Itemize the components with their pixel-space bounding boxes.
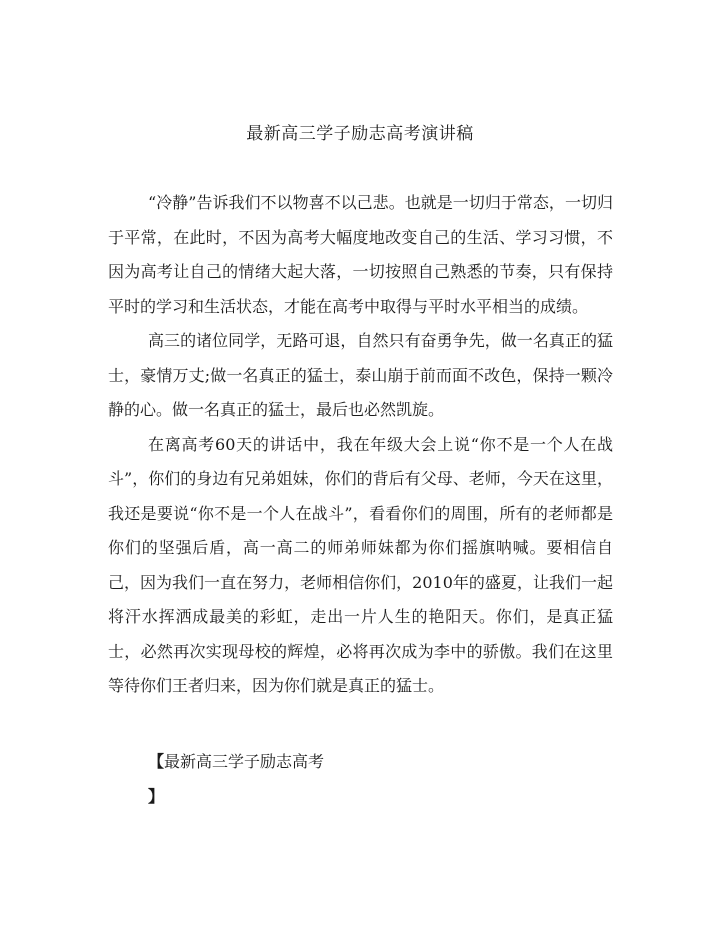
- paragraph-warrior: 高三的诸位同学，无路可退，自然只有奋勇争先，做一名真正的猛士，豪情万丈;做一名真正的猛士，泰山崩于前而面不改色，保持一颗冷静的心。做一名真正的猛士，最后也必然凯旋。: [108, 331, 613, 419]
- footer-open-bracket: 【: [148, 752, 165, 771]
- paragraph-not-alone: 在离高考60天的讲话中，我在年级大会上说“你不是一个人在战斗”，你们的身边有兄弟姐妹，你们的背后有父母、老师，今天在这里，我还是要说“你不是一个人在战斗”，看看你们的周围，所有的老师都是你们的坚强后盾，高一高二的师弟师妹都为你们摇旗呐喊。要相信自己，因为我们一直在努力，老师相信你们，2010年的盛夏，让我们一起将汗水挥洒成最美的彩虹，走出一片人生的艳阳天。你们，是真正猛士，必然再次实现母校的辉煌，必将再次成为李中的骄傲。我们在这里等待你们王者归来，因为你们就是真正的猛士。: [108, 434, 613, 695]
- document-body: [108, 186, 613, 704]
- footer-line-2: [148, 780, 324, 815]
- footer-line-1: [148, 745, 324, 780]
- footer-label: 最新高三学子励志高考: [164, 752, 325, 771]
- paragraph-calm: “冷静”告诉我们不以物喜不以己悲。也就是一切归于常态，一切归于平常，在此时，不因为高考大幅度地改变自己的生活、学习习惯，不因为高考让自己的情绪大起大落，一切按照自己熟悉的节奏，只有保持平时的学习和生活状态，才能在高考中取得与平时水平相当的成绩。: [108, 193, 613, 316]
- document-title: 最新高三学子励志高考演讲稿: [246, 124, 474, 144]
- footer-close-bracket: 】: [148, 786, 165, 806]
- document-footer: [148, 745, 324, 814]
